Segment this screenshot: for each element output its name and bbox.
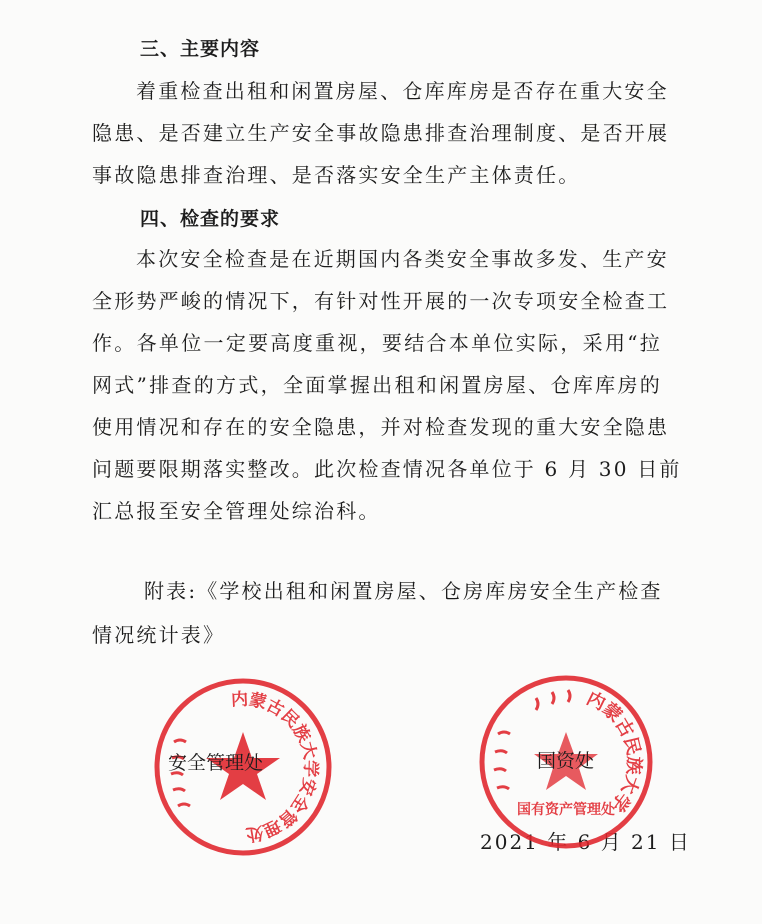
text-line: 事故隐患排查治理、是否落实安全生产主体责任。 bbox=[92, 163, 581, 187]
paragraph-requirements bbox=[92, 238, 682, 532]
text-line: 着重检查出租和闲置房屋、仓库库房是否存在重大安全 bbox=[136, 79, 669, 103]
signer-safety-management-office: 安全管理处 bbox=[168, 752, 264, 774]
signer-state-assets-office: 国资处 bbox=[537, 750, 595, 772]
text-line: 汇总报至安全管理处综治科。 bbox=[92, 499, 381, 523]
text-line: 作。各单位一定要高度重视，要结合本单位实际，采用“拉 bbox=[92, 331, 662, 355]
annex-line: 附表:《学校出租和闲置房屋、仓房库房安全生产检查 bbox=[144, 579, 662, 603]
paragraph-main-content bbox=[92, 70, 670, 196]
annex-note bbox=[92, 570, 662, 656]
document-date: 2021 年 6 月 21 日 bbox=[480, 830, 691, 854]
text-line: 问题要限期落实整改。此次检查情况各单位于 6 月 30 日前 bbox=[92, 457, 682, 481]
seal-right-bottom-text: 国有资产管理处 bbox=[517, 802, 615, 818]
section-heading-requirements: 四、检查的要求 bbox=[140, 208, 281, 230]
annex-line: 情况统计表》 bbox=[92, 623, 226, 647]
text-line: 网式”排查的方式，全面掌握出租和闲置房屋、仓库库房的 bbox=[92, 373, 662, 397]
text-line: 使用情况和存在的安全隐患，并对检查发现的重大安全隐患 bbox=[92, 415, 670, 439]
seal-left-arc-text: 内蒙古民族大学安全管理处 bbox=[230, 689, 321, 845]
seal-right-arc-text: 内蒙古民族大学 bbox=[583, 688, 645, 816]
text-line: 本次安全检查是在近期国内各类安全事故多发、生产安 bbox=[136, 247, 669, 271]
text-line: 隐患、是否建立生产安全事故隐患排查治理制度、是否开展 bbox=[92, 121, 670, 145]
text-line: 全形势严峻的情况下，有针对性开展的一次专项安全检查工 bbox=[92, 289, 670, 313]
section-heading-main-content: 三、主要内容 bbox=[140, 38, 261, 60]
